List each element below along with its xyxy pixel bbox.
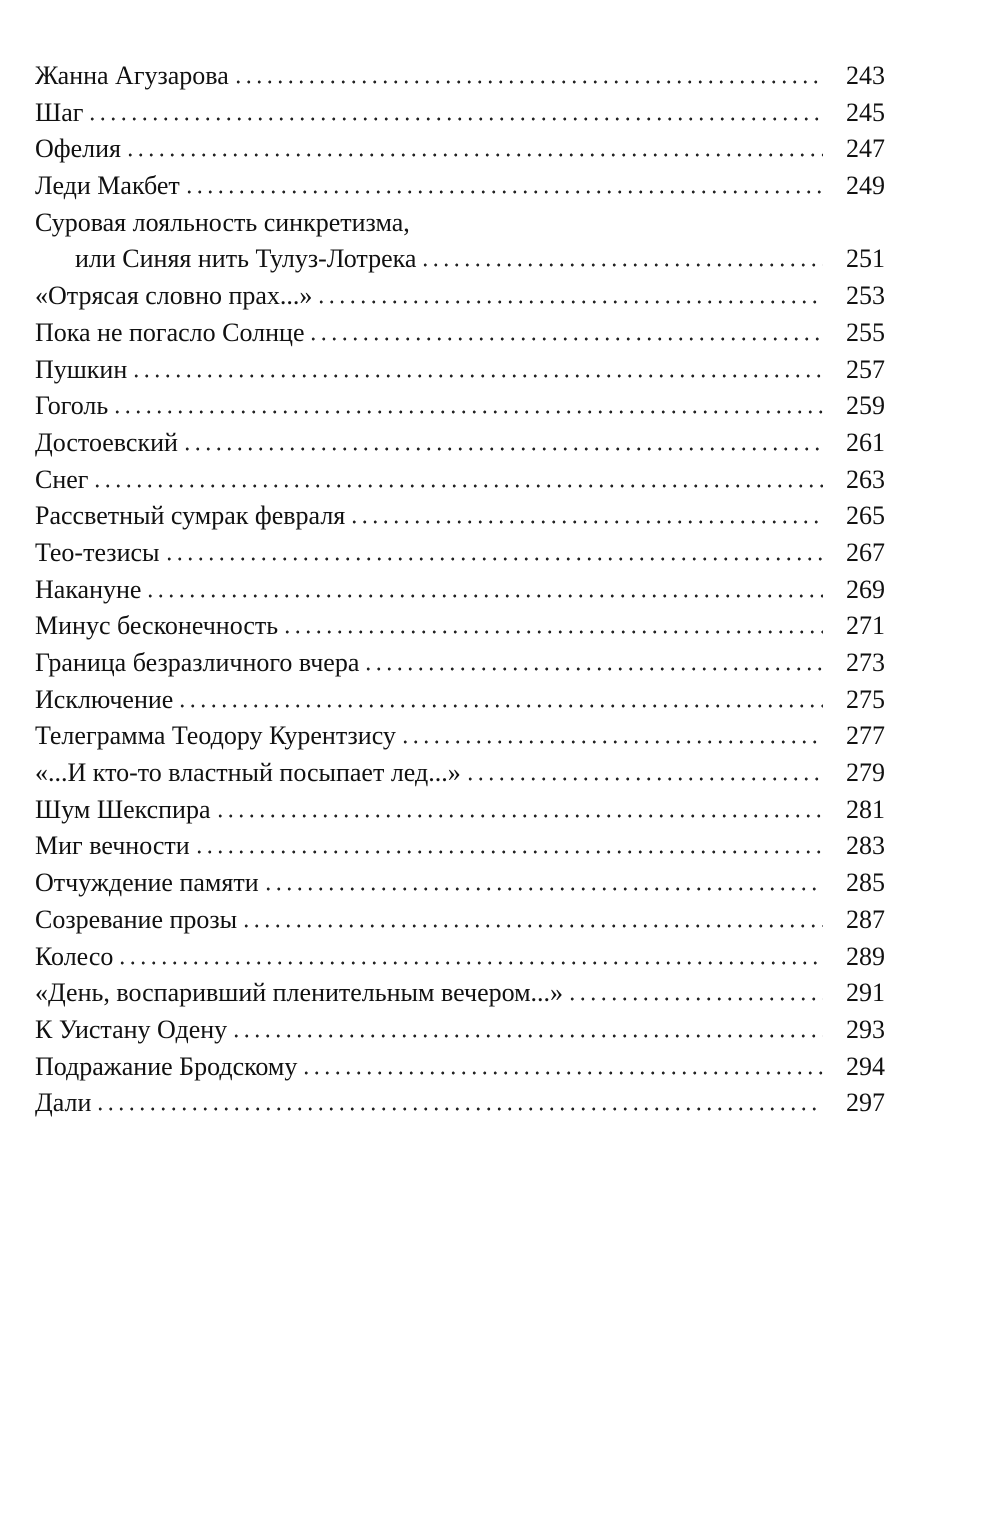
toc-entry-title: Жанна Агузарова: [35, 61, 229, 90]
toc-entry-title: Тео-тезисы: [35, 537, 160, 567]
toc-entry: [35, 462, 885, 499]
toc-entry: [35, 131, 885, 168]
toc-entry-title: Офелия: [35, 134, 122, 164]
toc-entry-title: или Синяя нить Тулуз-Лотрека: [75, 244, 417, 274]
toc-entry-page: 255: [846, 317, 885, 347]
toc-entry-page: 281: [846, 794, 885, 824]
dot-leader: [215, 814, 824, 818]
toc-entry: [35, 352, 885, 389]
dot-leader: [349, 520, 823, 524]
table-of-contents: [35, 58, 885, 1122]
toc-entry-title: Дали: [35, 1088, 92, 1118]
toc-entry: [35, 315, 885, 352]
toc-entry-title: Пушкин: [35, 354, 128, 384]
toc-entry-title: Исключение: [35, 684, 174, 714]
toc-entry-title: Телеграмма Теодору Курентзису: [35, 721, 396, 751]
toc-entry-page: 294: [846, 1051, 885, 1081]
toc-entry: [35, 1012, 885, 1049]
toc-entry-title: Пока не погасло Солнце: [35, 317, 305, 347]
toc-entry-page: 287: [846, 904, 885, 934]
toc-entry-page: 279: [846, 758, 885, 788]
dot-leader: [231, 1034, 823, 1038]
toc-entry-title: Гоголь: [35, 391, 109, 421]
toc-entry: [35, 975, 885, 1012]
toc-entry-title: Леди Макбет: [35, 171, 180, 201]
toc-entry: [35, 205, 885, 242]
dot-leader: [182, 447, 823, 451]
dot-leader: [282, 630, 823, 634]
toc-entry-page: 269: [846, 574, 885, 604]
toc-entry-page: 283: [846, 831, 885, 861]
dot-leader: [233, 80, 823, 84]
toc-entry: [35, 1085, 885, 1122]
dot-leader: [308, 337, 823, 341]
toc-entry-page: 253: [846, 281, 885, 311]
toc-entry-title: Граница безразличного вчера: [35, 648, 360, 677]
toc-entry-page: 263: [846, 464, 885, 494]
toc-entry-page: 245: [846, 97, 885, 127]
toc-entry-title: Минус бесконечность: [35, 611, 279, 641]
toc-entry-title: Отчуждение памяти: [35, 868, 259, 898]
toc-entry-page: 259: [846, 391, 885, 421]
toc-entry-page: 285: [846, 868, 885, 898]
toc-entry-title: Суровая лояльность синкретизма,: [35, 207, 410, 237]
dot-leader: [194, 850, 823, 854]
toc-entry-page: 247: [846, 134, 885, 164]
toc-entry: [35, 278, 885, 315]
dot-leader: [184, 190, 823, 194]
toc-entry: [35, 241, 885, 278]
dot-leader: [177, 704, 823, 708]
toc-entry: [35, 572, 885, 609]
dot-leader: [164, 557, 823, 561]
toc-entry-title: Достоевский: [35, 427, 178, 457]
dot-leader: [117, 961, 823, 965]
toc-entry: [35, 792, 885, 829]
toc-entry-title: «Отрясая словно прах...»: [35, 281, 313, 311]
dot-leader: [95, 1107, 823, 1111]
toc-entry-page: 277: [846, 721, 885, 751]
dot-leader: [363, 667, 823, 671]
dot-leader: [316, 300, 823, 304]
dot-leader: [567, 997, 823, 1001]
toc-entry: [35, 865, 885, 902]
dot-leader: [131, 374, 823, 378]
toc-entry-page: 291: [846, 978, 885, 1008]
toc-entry-title: Шум Шекспира: [35, 794, 211, 824]
toc-entry-page: 271: [846, 611, 885, 641]
toc-entry-page: 275: [846, 684, 885, 714]
toc-entry-page: 265: [846, 501, 885, 531]
toc-entry-page: 289: [846, 941, 885, 971]
toc-entry: [35, 645, 885, 682]
toc-entry-title: Созревание прозы: [35, 904, 238, 934]
toc-entry-title: Рассветный сумрак февраля: [35, 501, 346, 531]
dot-leader: [400, 740, 823, 744]
toc-entry-page: 251: [846, 244, 885, 274]
toc-entry: [35, 755, 885, 792]
toc-entry-page: 249: [846, 171, 885, 201]
toc-entry: [35, 682, 885, 719]
toc-entry-title: К Уистану Одену: [35, 1014, 228, 1044]
toc-entry-page: 293: [846, 1014, 885, 1044]
toc-entry-title: Шаг: [35, 97, 84, 127]
toc-entry: [35, 425, 885, 462]
toc-entry-title: Подражание Бродскому: [35, 1051, 298, 1081]
toc-entry-title: «...И кто-то властный посыпает лед...»: [35, 758, 461, 788]
toc-entry: [35, 1049, 885, 1086]
toc-entry: [35, 902, 885, 939]
toc-entry: [35, 58, 885, 95]
dot-leader: [145, 594, 823, 598]
dot-leader: [465, 777, 823, 781]
dot-leader: [420, 263, 823, 267]
dot-leader: [87, 117, 823, 121]
toc-entry-title: Миг вечности: [35, 831, 190, 861]
toc-entry-page: 243: [846, 61, 885, 90]
toc-entry-page: 257: [846, 354, 885, 384]
toc-entry-page: 297: [846, 1088, 885, 1118]
toc-entry: [35, 498, 885, 535]
toc-entry: [35, 168, 885, 205]
toc-entry-page: 273: [846, 648, 885, 677]
toc-entry: [35, 718, 885, 755]
toc-entry-title: Колесо: [35, 941, 114, 971]
toc-entry: [35, 388, 885, 425]
dot-leader: [112, 410, 823, 414]
dot-leader: [125, 153, 823, 157]
toc-entry: [35, 535, 885, 572]
toc-entry-title: Накануне: [35, 574, 142, 604]
dot-leader: [263, 887, 823, 891]
toc-entry-title: Снег: [35, 464, 89, 494]
dot-leader: [241, 924, 823, 928]
toc-entry-title: «День, воспаривший пленительным вечером...»: [35, 978, 564, 1008]
toc-entry-page: 267: [846, 537, 885, 567]
toc-entry: [35, 828, 885, 865]
toc-entry: [35, 95, 885, 132]
dot-leader: [92, 484, 823, 488]
toc-entry: [35, 939, 885, 976]
dot-leader: [301, 1071, 823, 1075]
toc-entry-page: 261: [846, 427, 885, 457]
toc-entry: [35, 608, 885, 645]
